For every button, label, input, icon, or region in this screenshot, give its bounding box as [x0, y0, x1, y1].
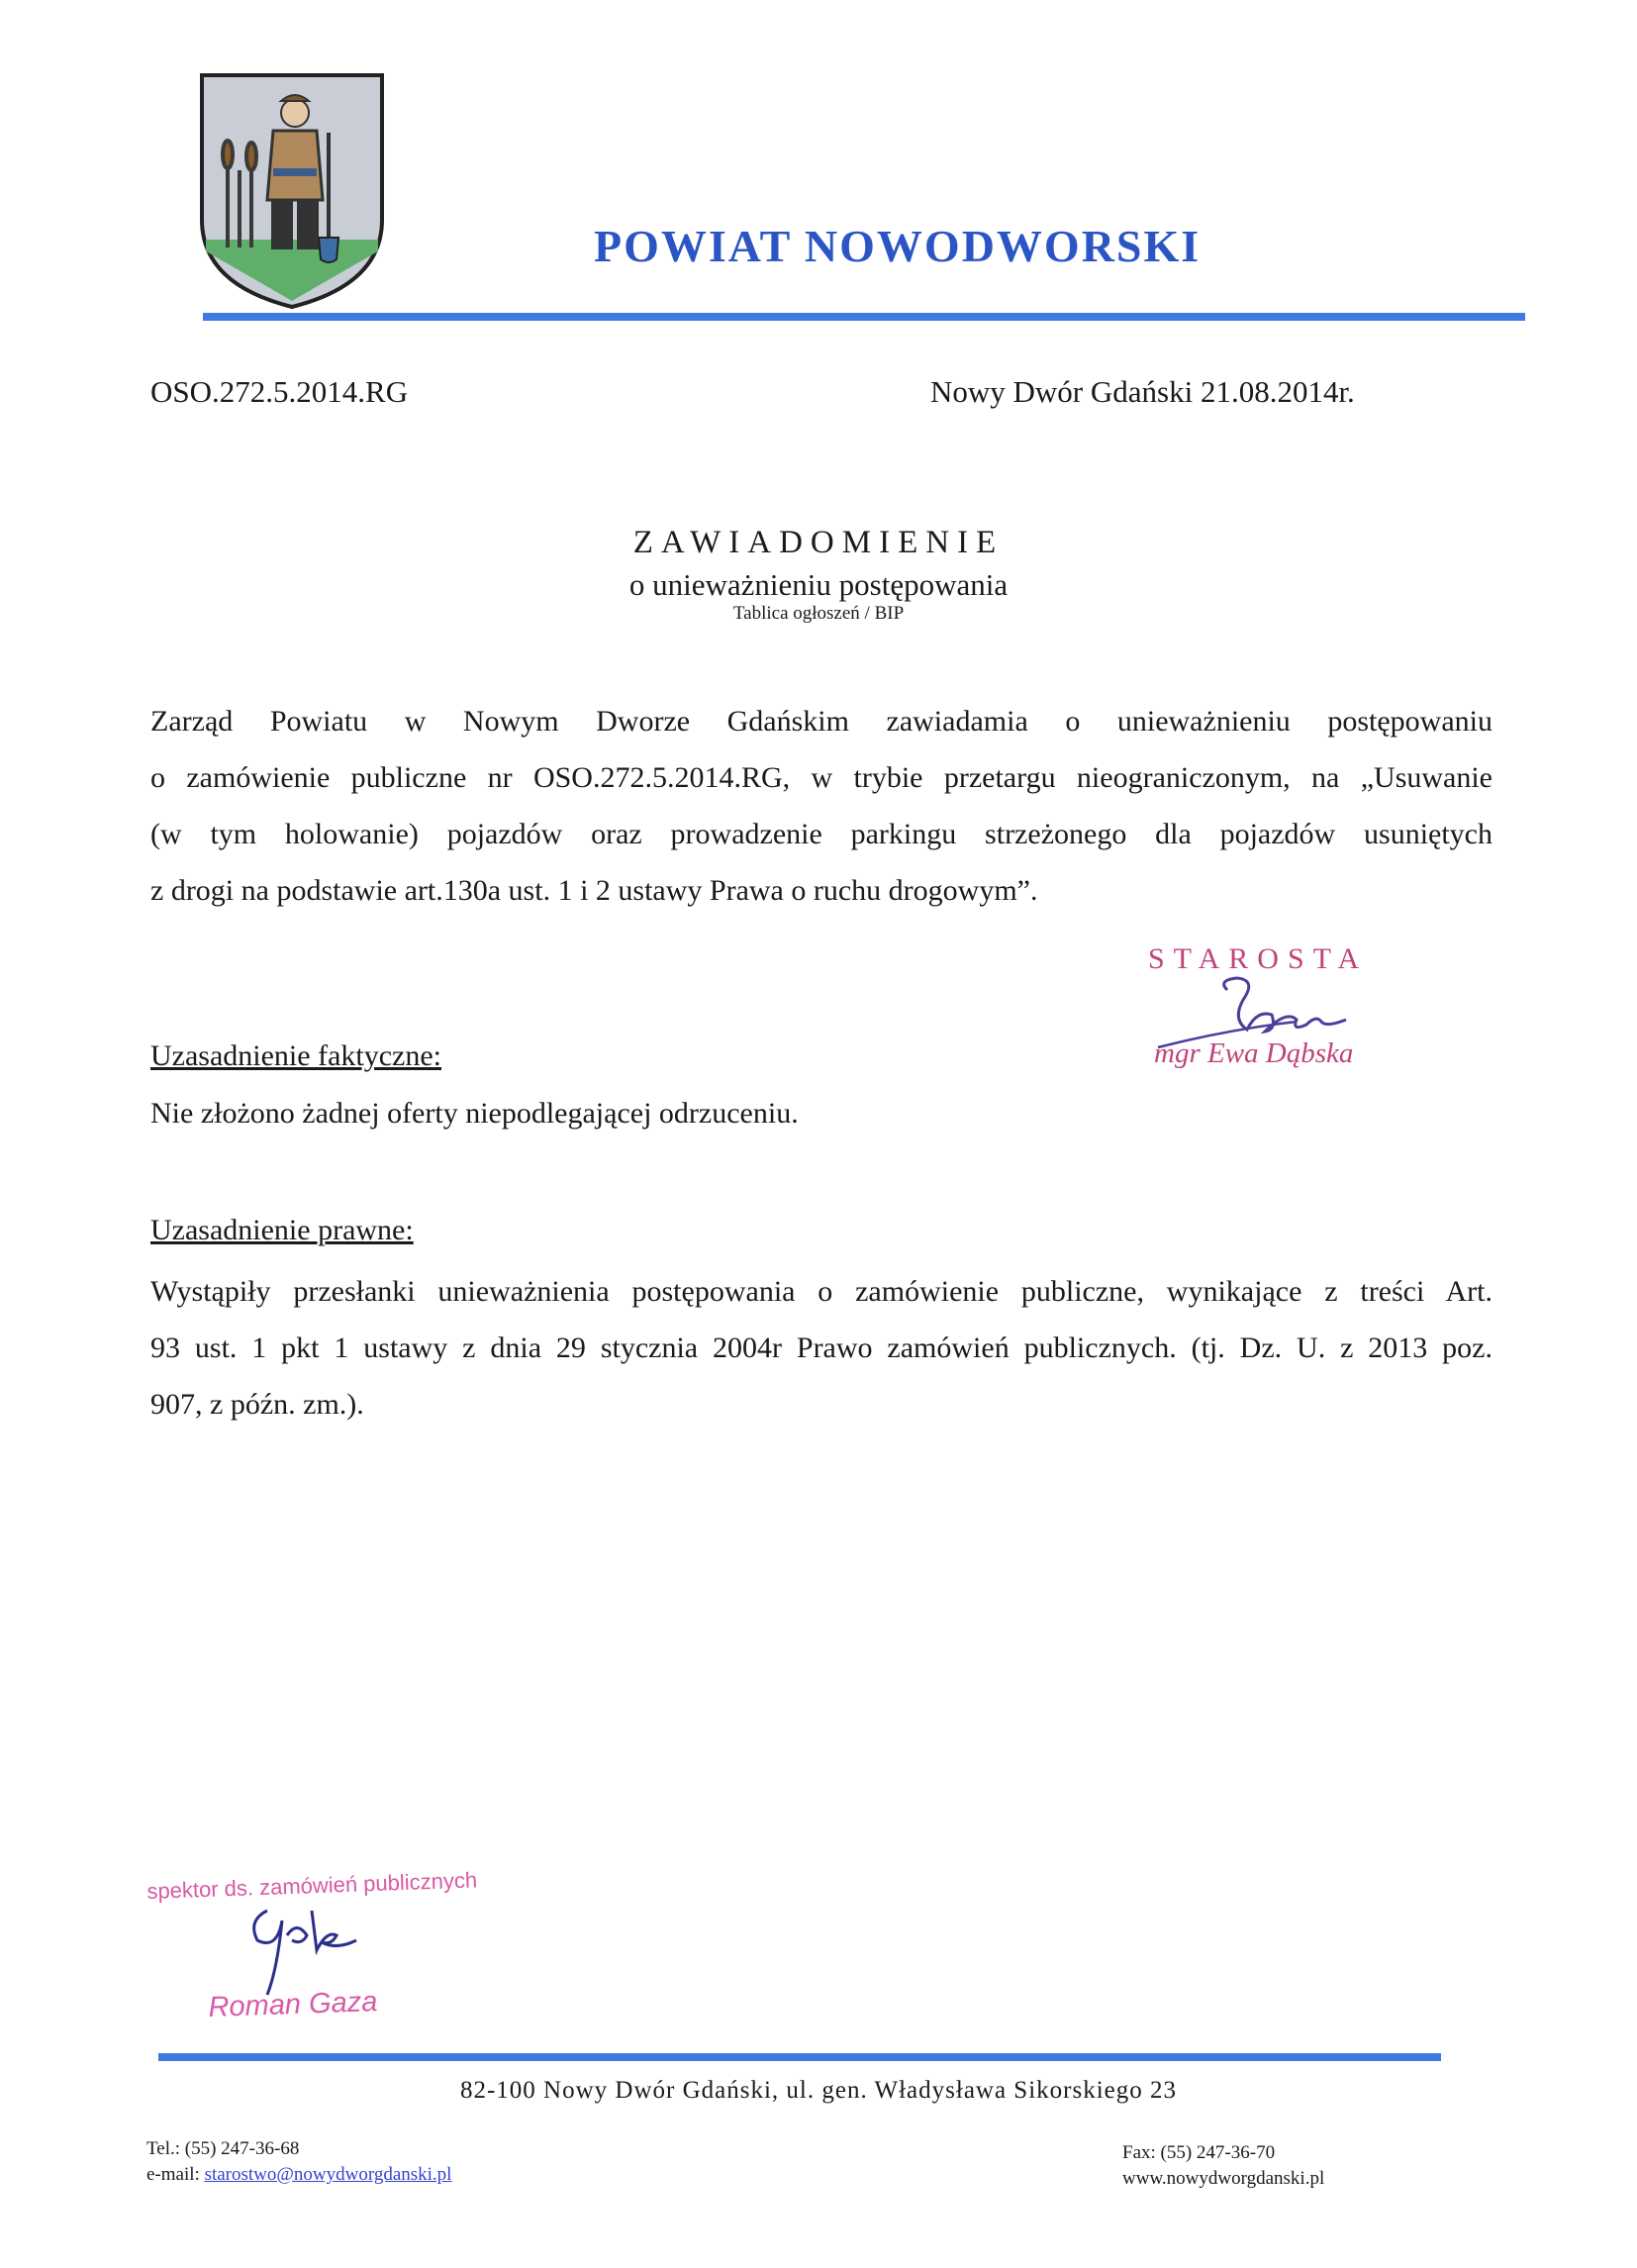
body-line: (w tym holowanie) pojazdów oraz prowadzenie parkingu strzeżonego dla pojazdów usuniętych — [150, 818, 1493, 850]
organization-name: POWIAT NOWODWORSKI — [594, 221, 1202, 271]
legal-heading: Uzasadnienie prawne: — [150, 1214, 414, 1246]
legal-paragraph — [150, 1263, 1493, 1432]
footer-telephone: Tel.: (55) 247-36-68 — [146, 2138, 300, 2159]
body-paragraph — [150, 693, 1493, 919]
starosta-stamp-name: mgr Ewa Dąbska — [1154, 1037, 1354, 1069]
footer-address: 82-100 Nowy Dwór Gdański, ul. gen. Władysława Sikorskiego 23 — [459, 2077, 1178, 2104]
body-line: Zarząd Powiatu w Nowym Dworze Gdańskim zawiadamia o unieważnieniu postępowaniu — [150, 705, 1493, 738]
inspector-signature — [238, 1891, 386, 2000]
footer-website: www.nowydworgdanski.pl — [1122, 2168, 1325, 2189]
legal-line: 93 ust. 1 pkt 1 ustawy z dnia 29 stycznia 2004r Prawo zamówień publicznych. (tj. Dz. U. z 2013 poz. — [150, 1331, 1493, 1364]
body-line: z drogi na podstawie art.130a ust. 1 i 2 ustawy Prawa o ruchu drogowym”. — [150, 874, 1038, 907]
reference-number: OSO.272.5.2014.RG — [150, 374, 409, 409]
document-title: ZAWIADOMIENIE — [632, 525, 1005, 560]
factual-text: Nie złożono żadnej oferty niepodlegającej odrzuceniu. — [150, 1097, 799, 1130]
legal-line: Wystąpiły przesłanki unieważnienia postępowania o zamówienie publiczne, wynikające z treści Art. — [150, 1275, 1493, 1308]
email-label: e-mail: — [146, 2164, 205, 2185]
email-link[interactable]: starostwo@nowydworgdanski.pl — [204, 2164, 452, 2185]
document-subtitle: o unieważnieniu postępowania — [628, 567, 1009, 602]
footer-divider — [158, 2053, 1441, 2061]
inspector-stamp-name: Roman Gaza — [208, 1986, 378, 2023]
document-tag: Tablica ogłoszeń / BIP — [732, 603, 905, 624]
inspector-stamp-title: spektor ds. zamówień publicznych — [146, 1867, 478, 1904]
factual-heading: Uzasadnienie faktyczne: — [150, 1039, 442, 1072]
body-line: o zamówienie publiczne nr OSO.272.5.2014.RG, w trybie przetargu nieograniczonym, na „Usuwanie — [150, 761, 1493, 794]
coat-of-arms-icon — [198, 71, 386, 311]
starosta-stamp-title: STAROSTA — [1148, 942, 1369, 975]
footer-email — [146, 2164, 451, 2186]
legal-line: 907, z późn. zm.). — [150, 1388, 364, 1421]
footer-fax: Fax: (55) 247-36-70 — [1122, 2142, 1276, 2163]
place-and-date: Nowy Dwór Gdański 21.08.2014r. — [930, 374, 1355, 409]
header-divider — [203, 313, 1525, 321]
